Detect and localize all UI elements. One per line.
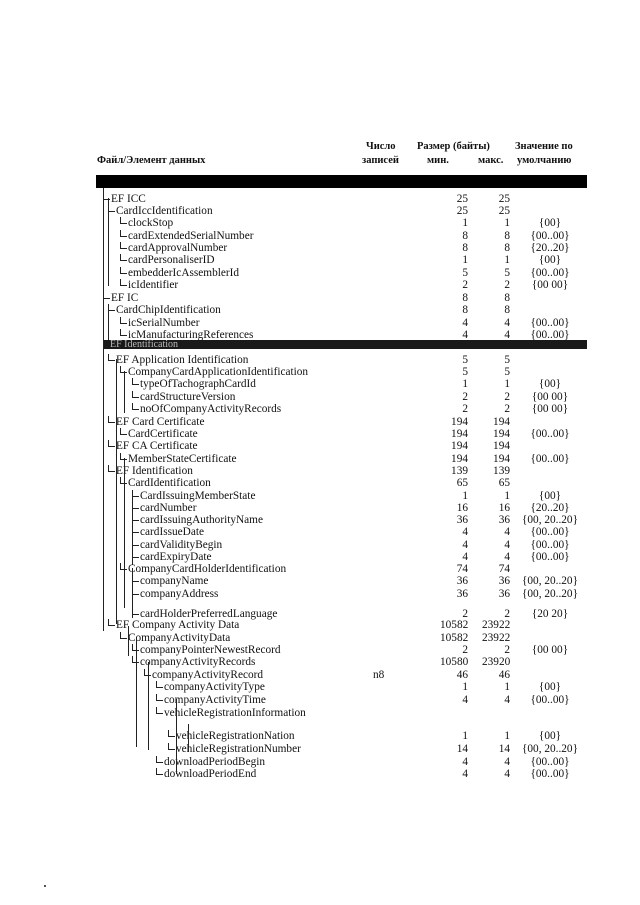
- default-value: {00}: [538, 490, 562, 502]
- tree-connector: [132, 526, 139, 533]
- tree-connector: [120, 242, 127, 249]
- table-row: [0, 551, 640, 563]
- size-max: 25: [498, 193, 510, 205]
- default-header-line2: умолчанию: [517, 155, 572, 166]
- tree-guide-line: [108, 198, 109, 286]
- tree-guide-line: [132, 568, 133, 618]
- table-row: [0, 465, 640, 477]
- element-name: noOfCompanyActivityRecords: [140, 403, 282, 415]
- element-name: MemberStateCertificate: [128, 453, 237, 465]
- size-min: 2: [462, 608, 468, 620]
- default-value: {00, 20..20}: [521, 743, 579, 755]
- tree-connector: [108, 205, 115, 212]
- table-row: [0, 563, 640, 575]
- header-divider-bar: [96, 175, 587, 188]
- size-max: 8: [504, 292, 510, 304]
- tree-connector: [132, 502, 139, 509]
- tree-guide-line: [116, 359, 117, 624]
- default-value: {00 00}: [531, 644, 569, 656]
- size-min: 65: [456, 477, 468, 489]
- tree-connector: [120, 317, 127, 324]
- default-value: {20 20}: [531, 608, 569, 620]
- element-name: CompanyCardHolderIdentification: [128, 563, 287, 575]
- tree-connector: [156, 681, 163, 688]
- size-min: 1: [462, 378, 468, 390]
- default-value: {00}: [538, 217, 562, 229]
- table-row: [0, 304, 640, 316]
- size-min: 8: [462, 242, 468, 254]
- size-min: 25: [456, 205, 468, 217]
- table-row: [0, 193, 640, 205]
- size-min: 10582: [440, 619, 469, 631]
- tree-connector: [168, 743, 175, 750]
- size-min: 14: [456, 743, 468, 755]
- size-max: 5: [504, 354, 510, 366]
- table-row: [0, 619, 640, 631]
- size-max: 8: [504, 304, 510, 316]
- size-max: 5: [504, 366, 510, 378]
- element-name: CardCertificate: [128, 428, 198, 440]
- size-min: 4: [462, 768, 468, 780]
- section-band: [104, 340, 587, 349]
- size-max: 8: [504, 242, 510, 254]
- element-name: cardIssuingAuthorityName: [140, 514, 263, 526]
- table-row: [0, 205, 640, 217]
- size-min: 2: [462, 391, 468, 403]
- size-min: 2: [462, 279, 468, 291]
- element-name: CardIssuingMemberState: [140, 490, 256, 502]
- size-min: 4: [462, 317, 468, 329]
- size-max: 1: [504, 378, 510, 390]
- size-min: 36: [456, 575, 468, 587]
- default-value: {00 00}: [531, 403, 569, 415]
- table-row: [0, 428, 640, 440]
- tree-connector: [120, 632, 127, 639]
- element-name: CardChipIdentification: [116, 304, 221, 316]
- tree-connector: [120, 279, 127, 286]
- element-name: EF Application Identification: [116, 354, 249, 366]
- tree-guide-line: [148, 662, 149, 750]
- element-name: CardIdentification: [128, 477, 211, 489]
- tree-connector: [120, 254, 127, 261]
- size-max: 16: [498, 502, 510, 514]
- element-name: clockStop: [128, 217, 174, 229]
- tree-connector: [132, 378, 139, 385]
- default-value: {00 00}: [531, 279, 569, 291]
- size-min: 4: [462, 694, 468, 706]
- size-min: 194: [451, 453, 468, 465]
- size-max: 194: [493, 428, 510, 440]
- element-name: vehicleRegistrationInformation: [164, 707, 306, 719]
- default-value: {00..00}: [530, 756, 570, 768]
- table-row: [0, 440, 640, 452]
- size-min: 36: [456, 514, 468, 526]
- tree-connector: [103, 292, 110, 299]
- default-value: {00..00}: [530, 694, 570, 706]
- size-min: 2: [462, 644, 468, 656]
- size-max: 36: [498, 514, 510, 526]
- tree-connector: [132, 551, 139, 558]
- default-value: {00..00}: [530, 551, 570, 563]
- element-name: icManufacturingReferences: [128, 329, 254, 341]
- size-min: 5: [462, 267, 468, 279]
- table-row: [0, 477, 640, 489]
- tree-connector: [108, 354, 115, 361]
- tree-connector: [156, 707, 163, 714]
- size-min: 194: [451, 428, 468, 440]
- element-name: cardExtendedSerialNumber: [128, 230, 254, 242]
- tree-guide-line: [124, 371, 125, 413]
- size-min: 194: [451, 440, 468, 452]
- tree-connector: [120, 217, 127, 224]
- table-row: [0, 366, 640, 378]
- scan-speck: [44, 885, 46, 887]
- tree-connector: [168, 730, 175, 737]
- size-min: 2: [462, 403, 468, 415]
- element-header: Файл/Элемент данных: [97, 155, 206, 166]
- element-name: companyName: [140, 575, 209, 587]
- element-name: companyActivityTime: [164, 694, 266, 706]
- default-value: {00..00}: [530, 317, 570, 329]
- table-row: [0, 354, 640, 366]
- default-value: {00}: [538, 378, 562, 390]
- element-name: companyActivityRecord: [152, 669, 264, 681]
- default-header-line1: Значение по: [515, 141, 573, 152]
- tree-connector: [120, 329, 127, 336]
- default-value: {00..00}: [530, 526, 570, 538]
- size-min: 4: [462, 329, 468, 341]
- tree-guide-line: [128, 626, 129, 656]
- table-row: [0, 502, 640, 514]
- size-max: 4: [504, 768, 510, 780]
- table-row: [0, 730, 640, 742]
- size-min: 4: [462, 551, 468, 563]
- size-max: 194: [493, 416, 510, 428]
- size-min: 10580: [440, 656, 469, 668]
- tree-connector: [132, 391, 139, 398]
- size-min: 10582: [440, 632, 469, 644]
- size-min: 8: [462, 304, 468, 316]
- tree-connector: [132, 588, 139, 595]
- default-value: {00..00}: [530, 768, 570, 780]
- size-max: 5: [504, 267, 510, 279]
- default-value: {00 00}: [531, 391, 569, 403]
- table-row: [0, 391, 640, 403]
- size-max: 65: [498, 477, 510, 489]
- table-row: [0, 575, 640, 587]
- table-row: [0, 279, 640, 291]
- size-max: 8: [504, 230, 510, 242]
- size-min: 194: [451, 416, 468, 428]
- element-name: CompanyActivityData: [128, 632, 231, 644]
- element-name: icSerialNumber: [128, 317, 200, 329]
- table-row: [0, 669, 640, 681]
- tree-connector: [108, 440, 115, 447]
- size-header-line1: Размер (байты): [417, 141, 490, 152]
- tree-connector: [108, 304, 115, 311]
- element-name: cardNumber: [140, 502, 197, 514]
- record-count: n8: [373, 669, 385, 681]
- size-min: 8: [462, 292, 468, 304]
- table-row: [0, 292, 640, 304]
- tree-connector: [132, 608, 139, 615]
- element-name: downloadPeriodEnd: [164, 768, 257, 780]
- tree-connector: [156, 768, 163, 775]
- table-row: [0, 743, 640, 755]
- tree-connector: [132, 514, 139, 521]
- element-name: EF Identification: [116, 465, 193, 477]
- default-value: {20..20}: [530, 502, 570, 514]
- size-max: 23920: [482, 656, 511, 668]
- element-name: CardIccIdentification: [116, 205, 213, 217]
- table-row: [0, 656, 640, 668]
- table-row: [0, 632, 640, 644]
- tree-connector: [132, 403, 139, 410]
- size-min: 74: [456, 563, 468, 575]
- size-max: 4: [504, 756, 510, 768]
- tree-guide-line: [136, 637, 137, 747]
- size-max-header: макс.: [478, 155, 504, 166]
- size-max: 4: [504, 694, 510, 706]
- default-value: {00..00}: [530, 539, 570, 551]
- table-row: [0, 217, 640, 229]
- element-name: companyActivityType: [164, 681, 265, 693]
- tree-guide-line: [103, 338, 104, 631]
- tree-guide-line: [176, 699, 177, 774]
- table-row: [0, 707, 640, 719]
- element-name: cardExpiryDate: [140, 551, 212, 563]
- size-min: 4: [462, 756, 468, 768]
- size-max: 2: [504, 391, 510, 403]
- element-name: cardValidityBegin: [140, 539, 223, 551]
- element-name: cardStructureVersion: [140, 391, 236, 403]
- size-max: 36: [498, 588, 510, 600]
- default-value: {00}: [538, 730, 562, 742]
- tree-connector: [156, 694, 163, 701]
- element-name: cardIssueDate: [140, 526, 204, 538]
- size-max: 25: [498, 205, 510, 217]
- size-max: 1: [504, 490, 510, 502]
- size-min: 1: [462, 730, 468, 742]
- size-min: 16: [456, 502, 468, 514]
- count-header-line2: записей: [362, 155, 399, 166]
- size-max: 23922: [482, 632, 511, 644]
- table-row: [0, 242, 640, 254]
- size-max: 74: [498, 563, 510, 575]
- default-value: {00, 20..20}: [521, 575, 579, 587]
- size-max: 4: [504, 329, 510, 341]
- table-row: [0, 681, 640, 693]
- default-value: {00..00}: [530, 267, 570, 279]
- size-min: 5: [462, 354, 468, 366]
- element-name: companyPointerNewestRecord: [140, 644, 281, 656]
- tree-connector: [108, 619, 115, 626]
- table-row: [0, 768, 640, 780]
- size-max: 46: [498, 669, 510, 681]
- default-value: {00}: [538, 681, 562, 693]
- default-value: {20..20}: [530, 242, 570, 254]
- size-max: 23922: [482, 619, 511, 631]
- section-band-label: EF Identification: [110, 339, 179, 350]
- size-min: 8: [462, 230, 468, 242]
- element-name: vehicleRegistrationNumber: [176, 743, 301, 755]
- table-row: [0, 514, 640, 526]
- size-max: 2: [504, 403, 510, 415]
- size-max: 2: [504, 608, 510, 620]
- table-row: [0, 588, 640, 600]
- table-row: [0, 526, 640, 538]
- table-row: [0, 403, 640, 415]
- size-max: 1: [504, 217, 510, 229]
- size-max: 4: [504, 551, 510, 563]
- default-value: {00..00}: [530, 428, 570, 440]
- element-name: EF Company Activity Data: [116, 619, 240, 631]
- size-min: 139: [451, 465, 468, 477]
- size-min: 1: [462, 217, 468, 229]
- table-row: [0, 230, 640, 242]
- size-max: 14: [498, 743, 510, 755]
- element-name: CompanyCardApplicationIdentification: [128, 366, 309, 378]
- tree-connector: [156, 756, 163, 763]
- element-name: vehicleRegistrationNation: [176, 730, 295, 742]
- element-name: EF CA Certificate: [116, 440, 198, 452]
- element-name: embedderIcAssemblerId: [128, 267, 240, 279]
- element-name: EF Card Certificate: [116, 416, 205, 428]
- size-min: 5: [462, 366, 468, 378]
- tree-guide-line: [124, 483, 125, 608]
- size-max: 194: [493, 453, 510, 465]
- size-max: 1: [504, 254, 510, 266]
- element-name: companyActivityRecords: [140, 656, 256, 668]
- size-min: 36: [456, 588, 468, 600]
- default-value: {00..00}: [530, 230, 570, 242]
- default-value: {00, 20..20}: [521, 588, 579, 600]
- element-name: EF IC: [111, 292, 139, 304]
- table-row: [0, 416, 640, 428]
- element-name: cardHolderPreferredLanguage: [140, 608, 278, 620]
- tree-guide-line: [108, 310, 109, 340]
- table-row: [0, 539, 640, 551]
- default-value: {00, 20..20}: [521, 514, 579, 526]
- size-min: 1: [462, 254, 468, 266]
- tree-connector: [132, 490, 139, 497]
- size-min: 1: [462, 490, 468, 502]
- table-row: [0, 254, 640, 266]
- table-row: [0, 378, 640, 390]
- element-name: cardPersonaliserID: [128, 254, 215, 266]
- size-max: 36: [498, 575, 510, 587]
- size-max: 1: [504, 730, 510, 742]
- table-row: [0, 267, 640, 279]
- tree-connector: [120, 267, 127, 274]
- element-name: cardApprovalNumber: [128, 242, 228, 254]
- size-max: 1: [504, 681, 510, 693]
- tree-connector: [120, 428, 127, 435]
- tree-connector: [120, 230, 127, 237]
- element-name: companyAddress: [140, 588, 219, 600]
- tree-guide-line: [132, 495, 133, 565]
- element-name: downloadPeriodBegin: [164, 756, 266, 768]
- size-min: 1: [462, 681, 468, 693]
- size-min-header: мин.: [427, 155, 449, 166]
- tree-guide-line: [188, 724, 189, 752]
- table-row: [0, 317, 640, 329]
- size-max: 4: [504, 539, 510, 551]
- default-value: {00..00}: [530, 329, 570, 341]
- table-row: [0, 490, 640, 502]
- table-row: [0, 453, 640, 465]
- size-max: 2: [504, 644, 510, 656]
- element-name: EF ICC: [111, 193, 146, 205]
- size-min: 25: [456, 193, 468, 205]
- size-max: 139: [493, 465, 510, 477]
- default-value: {00}: [538, 254, 562, 266]
- size-min: 4: [462, 526, 468, 538]
- tree-connector: [108, 465, 115, 472]
- tree-connector: [132, 575, 139, 582]
- table-row: [0, 329, 640, 341]
- count-header-line1: Число: [366, 141, 396, 152]
- size-max: 2: [504, 279, 510, 291]
- size-min: 46: [456, 669, 468, 681]
- table-row: [0, 756, 640, 768]
- table-row: [0, 644, 640, 656]
- tree-connector: [108, 416, 115, 423]
- tree-connector: [132, 539, 139, 546]
- table-row: [0, 694, 640, 706]
- tree-guide-line: [103, 298, 104, 343]
- default-value: {00..00}: [530, 453, 570, 465]
- size-max: 4: [504, 317, 510, 329]
- element-name: icIdentifier: [128, 279, 179, 291]
- element-name: typeOfTachographCardId: [140, 378, 256, 390]
- size-min: 4: [462, 539, 468, 551]
- size-max: 4: [504, 526, 510, 538]
- size-max: 194: [493, 440, 510, 452]
